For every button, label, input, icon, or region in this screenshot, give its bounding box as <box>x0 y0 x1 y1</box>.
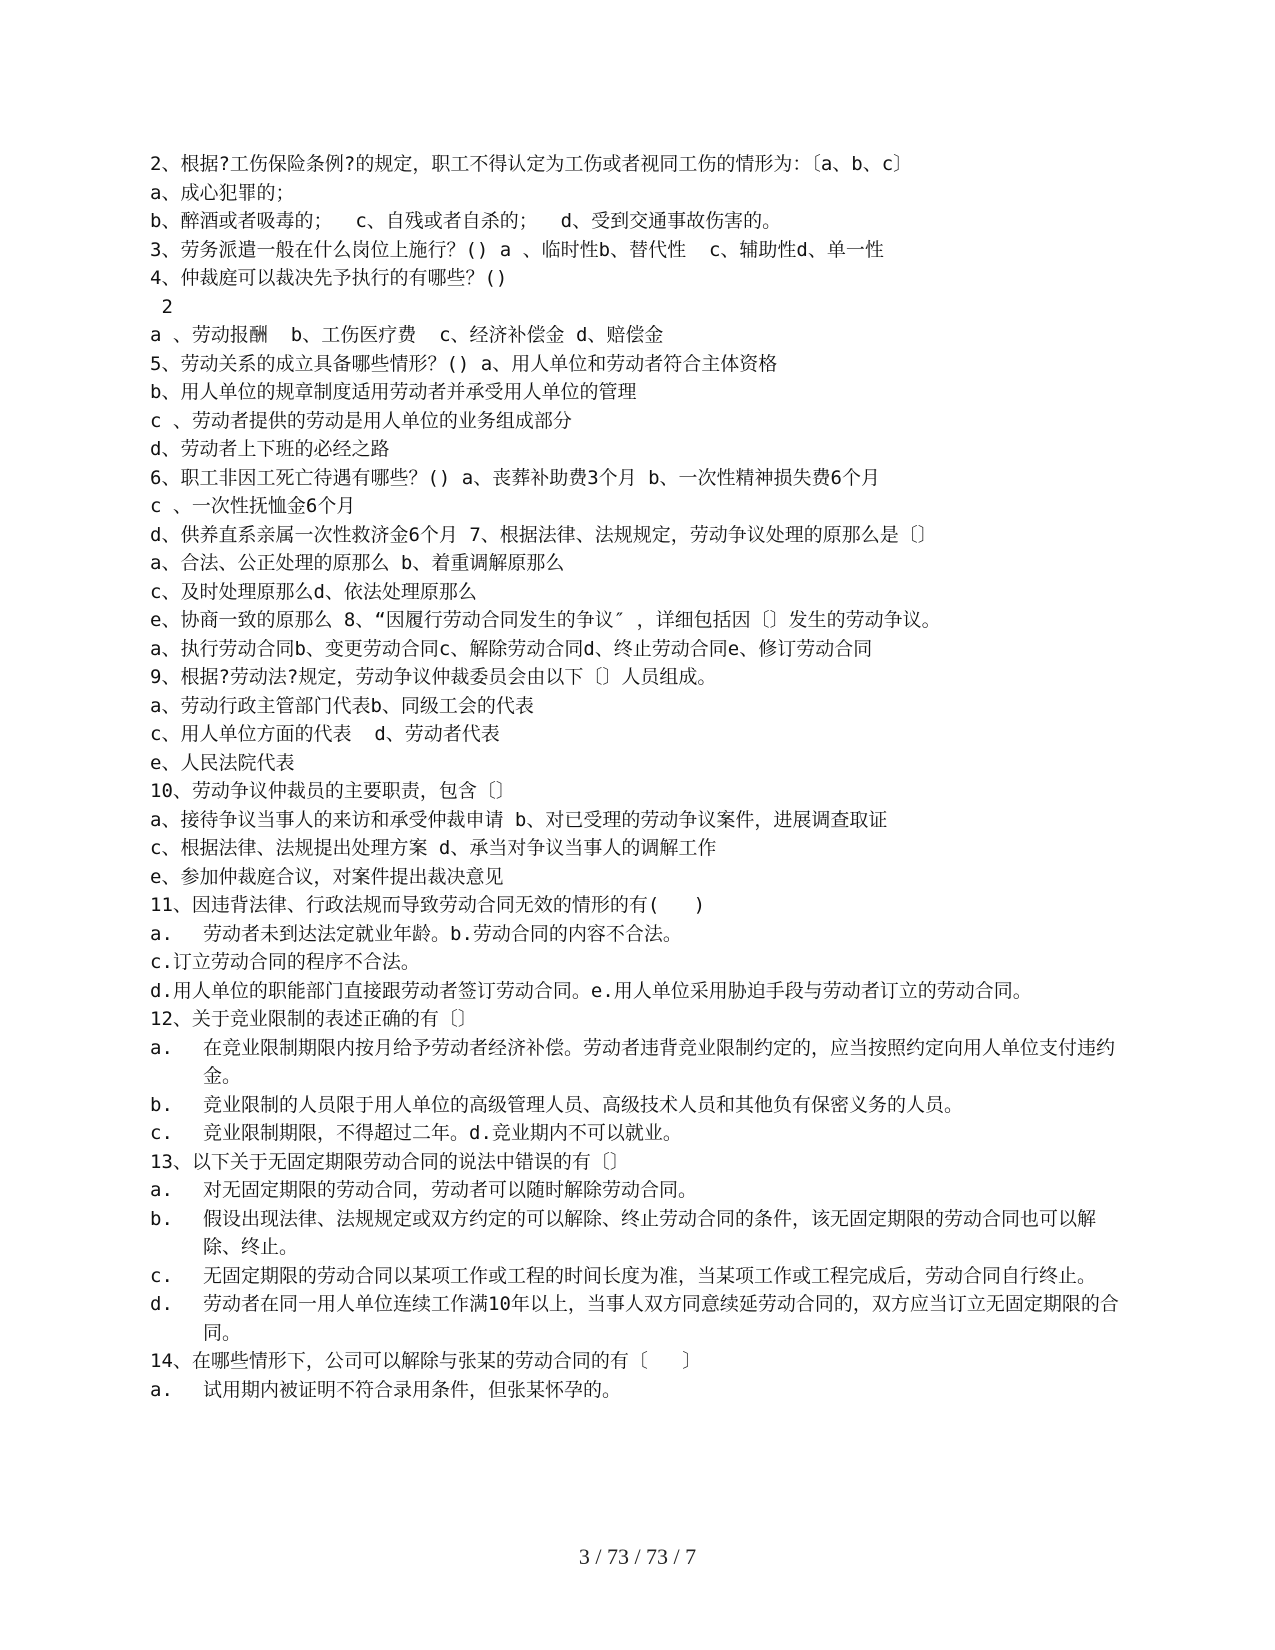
option-item <box>150 1176 1130 1205</box>
text-line: d、劳动者上下班的必经之路 <box>150 438 390 460</box>
text-line: 5、劳动关系的成立具备哪些情形？() a、用人单位和劳动者符合主体资格 <box>150 352 778 375</box>
text-line: 6、职工非因工死亡待遇有哪些？() a、丧葬补助费3个月 b、一次性精神损失费6个月 <box>150 466 880 489</box>
text-line: a、合法、公正处理的原那么 b、着重调解原那么 <box>150 552 565 574</box>
text-line: c 、劳动者提供的劳动是用人单位的业务组成部分 <box>150 409 572 432</box>
text-line: 2 <box>150 295 173 318</box>
text-line: d、供养直系亲属一次性救济金6个月 7、根据法律、法规规定，劳动争议处理的原那么是〔〕 <box>150 523 937 546</box>
text-lines-part-2 <box>150 948 1130 1034</box>
option-text: 劳动者未到达法定就业年龄。b.劳动合同的内容不合法。 <box>203 922 682 945</box>
option-text: 假设出现法律、法规规定或双方约定的可以解除、终止劳动合同的条件，该无固定期限的劳动合同也可以解除、终止。 <box>203 1207 1097 1258</box>
question-12-options <box>150 1034 1130 1148</box>
text-line: a、接待争议当事人的来访和承受仲裁申请 b、对已受理的劳动争议案件，进展调查取证 <box>150 808 888 831</box>
option-label: a. <box>150 1378 173 1401</box>
option-item <box>150 920 1130 949</box>
text-line: a、成心犯罪的； <box>150 181 295 204</box>
option-text: 竞业限制期限，不得超过二年。d.竞业期内不可以就业。 <box>203 1122 682 1144</box>
text-line: a、劳动行政主管部门代表b、同级工会的代表 <box>150 694 534 717</box>
text-line: c、用人单位方面的代表 d、劳动者代表 <box>150 723 500 745</box>
text-line: 3、劳务派遣一般在什么岗位上施行？() a 、临时性b、替代性 c、辅助性d、单一性 <box>150 238 884 261</box>
text-line: 9、根据?劳动法?规定，劳动争议仲裁委员会由以下〔〕人员组成。 <box>150 666 717 688</box>
option-label: d. <box>150 1293 173 1315</box>
text-line: 10、劳动争议仲裁员的主要职责，包含〔〕 <box>150 780 515 802</box>
text-line: 12、关于竞业限制的表述正确的有〔〕 <box>150 1008 477 1030</box>
text-line: c.订立劳动合同的程序不合法。 <box>150 951 420 973</box>
document-body <box>150 150 1130 1404</box>
text-line: 2、根据?工伤保险条例?的规定，职工不得认定为工伤或者视同工伤的情形为：〔a、b、c〕 <box>150 153 913 175</box>
text-line: b、用人单位的规章制度适用劳动者并承受用人单位的管理 <box>150 381 637 403</box>
option-label: a. <box>150 1036 173 1059</box>
question-11-options <box>150 920 1130 949</box>
option-item <box>150 1262 1130 1291</box>
option-item <box>150 1205 1130 1262</box>
option-label: c. <box>150 1122 173 1144</box>
option-label: b. <box>150 1207 173 1230</box>
question-13-options <box>150 1176 1130 1347</box>
text-lines-part-1 <box>150 150 1130 920</box>
text-line: e、人民法院代表 <box>150 751 295 774</box>
option-label: a. <box>150 1179 173 1201</box>
option-text: 竞业限制的人员限于用人单位的高级管理人员、高级技术人员和其他负有保密义务的人员。 <box>203 1093 964 1116</box>
option-label: c. <box>150 1264 173 1287</box>
option-text: 无固定期限的劳动合同以某项工作或工程的时间长度为准，当某项工作或工程完成后，劳动合同自行终止。 <box>203 1264 1097 1287</box>
text-line: a 、劳动报酬 b、工伤医疗费 c、经济补偿金 d、赔偿金 <box>150 324 664 346</box>
text-line: e、参加仲裁庭合议，对案件提出裁决意见 <box>150 865 504 888</box>
text-line: b、醉酒或者吸毒的； c、自残或者自杀的； d、受到交通事故伤害的。 <box>150 210 782 232</box>
option-text: 劳动者在同一用人单位连续工作满10年以上，当事人双方同意续延劳动合同的，双方应当订立无固定期限的合同。 <box>203 1293 1119 1344</box>
option-label: b. <box>150 1093 173 1116</box>
question-14-options <box>150 1376 1130 1405</box>
option-item <box>150 1290 1130 1347</box>
text-line: c、根据法律、法规提出处理方案 d、承当对争议当事人的调解工作 <box>150 837 717 859</box>
text-line: 11、因违背法律、行政法规而导致劳动合同无效的情形的有( ) <box>150 894 706 916</box>
option-label: a. <box>150 922 173 945</box>
option-text: 在竞业限制期限内按月给予劳动者经济补偿。劳动者违背竞业限制约定的，应当按照约定向用人单位支付违约金。 <box>203 1036 1116 1087</box>
option-item <box>150 1091 1130 1120</box>
text-line: c、及时处理原那么d、依法处理原那么 <box>150 580 477 603</box>
question-14: 14、在哪些情形下，公司可以解除与张某的劳动合同的有〔 〕 <box>150 1350 702 1372</box>
option-item <box>150 1119 1130 1148</box>
option-item <box>150 1376 1130 1405</box>
page-footer: 3 / 73 / 73 / 7 <box>578 1544 697 1569</box>
text-line: a、执行劳动合同b、变更劳动合同c、解除劳动合同d、终止劳动合同e、修订劳动合同 <box>150 637 873 660</box>
option-item <box>150 1034 1130 1091</box>
question-13: 13、以下关于无固定期限劳动合同的说法中错误的有〔〕 <box>150 1150 629 1173</box>
text-line: c 、一次性抚恤金6个月 <box>150 495 356 517</box>
option-text: 试用期内被证明不符合录用条件，但张某怀孕的。 <box>203 1378 622 1401</box>
text-line: e、协商一致的原那么 8、“因履行劳动合同发生的争议″ ，详细包括因〔〕发生的劳动争议。 <box>150 609 941 631</box>
text-line: d.用人单位的职能部门直接跟劳动者签订劳动合同。e.用人单位采用胁迫手段与劳动者订立的劳动合同。 <box>150 979 1032 1002</box>
text-line: 4、仲裁庭可以裁决先予执行的有哪些？() <box>150 267 508 289</box>
option-text: 对无固定期限的劳动合同，劳动者可以随时解除劳动合同。 <box>203 1179 698 1201</box>
